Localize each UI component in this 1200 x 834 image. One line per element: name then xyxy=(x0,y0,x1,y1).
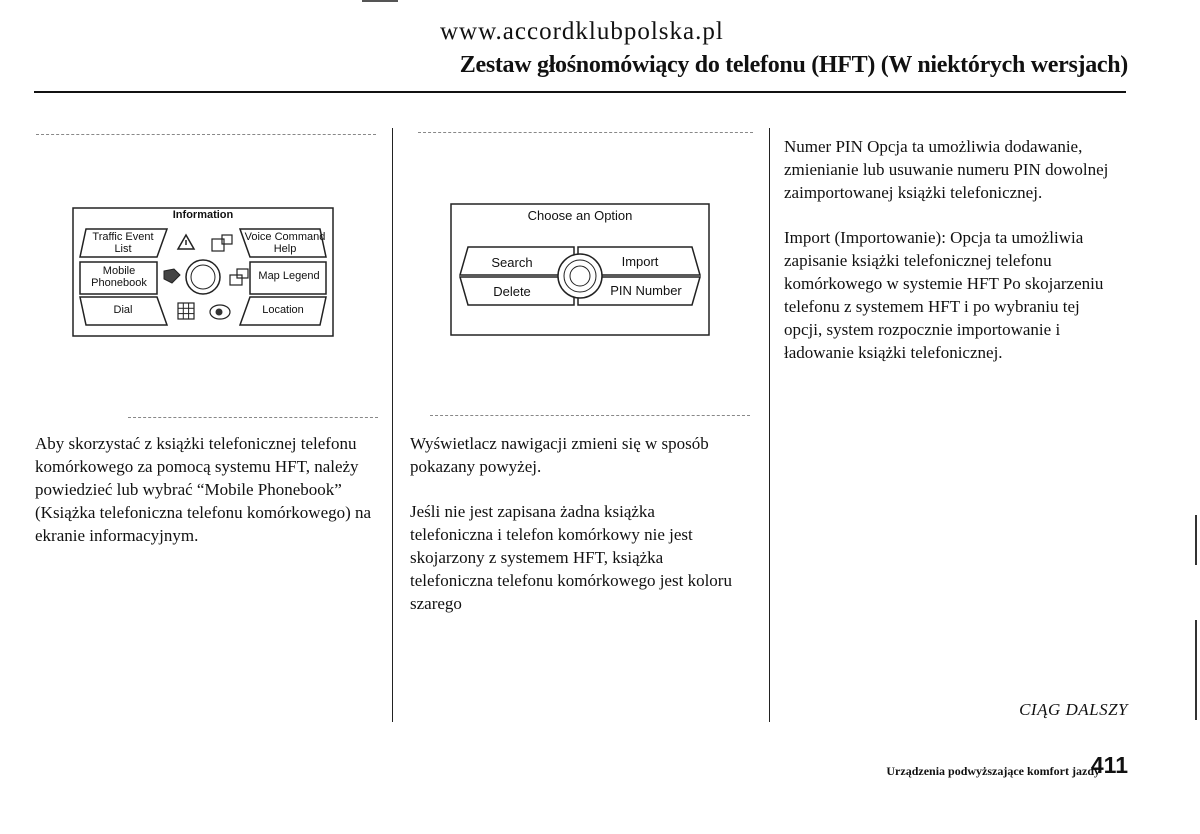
pin-number-button[interactable]: PIN Number xyxy=(610,283,682,298)
website-url: www.accordklubpolska.pl xyxy=(440,18,724,45)
column-divider-2 xyxy=(769,128,770,722)
choose-option-figure xyxy=(450,203,710,336)
header-rule xyxy=(34,91,1126,93)
top-crop-mark xyxy=(362,0,398,2)
menu-item-map-legend[interactable]: Map Legend xyxy=(258,270,320,282)
column-3-text xyxy=(784,135,1129,386)
paragraph: Aby skorzystać z książki telefonicznej telefonu komórkowego za pomocą systemu HFT, należy powiedzieć lub wybrać “Mobile Phonebook” (Książka telefoniczna telefonu komórkowego) na ekranie informacyjnym. xyxy=(35,434,372,545)
menu-item-location[interactable]: Location xyxy=(262,304,304,316)
paragraph: Import (Importowanie): Opcja ta umożliwia zapisanie książki telefonicznej telefonu komórkowego w systemie HFT Po skojarzeniu telefonu z systemem HFT i po wybraniu tej opcji, system rozpocznie importowanie i ładowanie książki telefonicznej. xyxy=(784,228,1104,362)
scan-dashes xyxy=(430,415,750,416)
scan-edge-mark xyxy=(1195,620,1197,720)
column-1-text xyxy=(35,432,380,569)
menu-item-dial[interactable]: Dial xyxy=(113,304,133,316)
location-icon xyxy=(208,303,232,321)
menu-item-traffic-event-list[interactable]: Traffic Event List xyxy=(92,231,154,255)
warning-icon xyxy=(176,233,196,251)
menu-item-mobile-phonebook[interactable]: Mobile Phonebook xyxy=(91,265,147,289)
paragraph: Jeśli nie jest zapisana żadna książka telefoniczna i telefon komórkowy nie jest skojarzony z systemem HFT, książka telefoniczna telefonu komórkowego jest koloru szarego xyxy=(410,502,732,613)
delete-button[interactable]: Delete xyxy=(493,284,531,299)
map-icon xyxy=(228,267,250,287)
column-2-text xyxy=(410,432,755,637)
page-title: Zestaw głośnomówiący do telefonu (HFT) (W niektórych wersjach) xyxy=(459,52,1128,78)
scan-dashes xyxy=(36,134,376,135)
information-heading: Information xyxy=(172,209,234,221)
scan-edge-mark xyxy=(1195,515,1197,565)
menu-item-voice-command-help[interactable]: Voice Command Help xyxy=(244,231,326,255)
phonebook-icon xyxy=(160,265,184,287)
phone-icon xyxy=(210,233,234,253)
search-button[interactable]: Search xyxy=(491,255,533,270)
dial-pad-icon xyxy=(176,301,196,321)
information-screen-figure xyxy=(72,207,334,337)
paragraph: Wyświetlacz nawigacji zmieni się w sposób pokazany powyżej. xyxy=(410,434,709,476)
continued-label: CIĄG DALSZY xyxy=(1019,700,1128,719)
page-number: 411 xyxy=(1090,752,1128,778)
import-button[interactable]: Import xyxy=(621,254,659,269)
scan-dashes xyxy=(418,132,753,133)
paragraph: Numer PIN Opcja ta umożliwia dodawanie, zmienianie lub usuwanie numeru PIN dowolnej zaimportowanej książki telefonicznej. xyxy=(784,137,1109,202)
column-divider-1 xyxy=(392,128,393,722)
section-footer: Urządzenia podwyższające komfort jazdy xyxy=(886,764,1100,778)
choose-option-heading: Choose an Option xyxy=(527,208,633,223)
scan-dashes xyxy=(128,417,378,418)
